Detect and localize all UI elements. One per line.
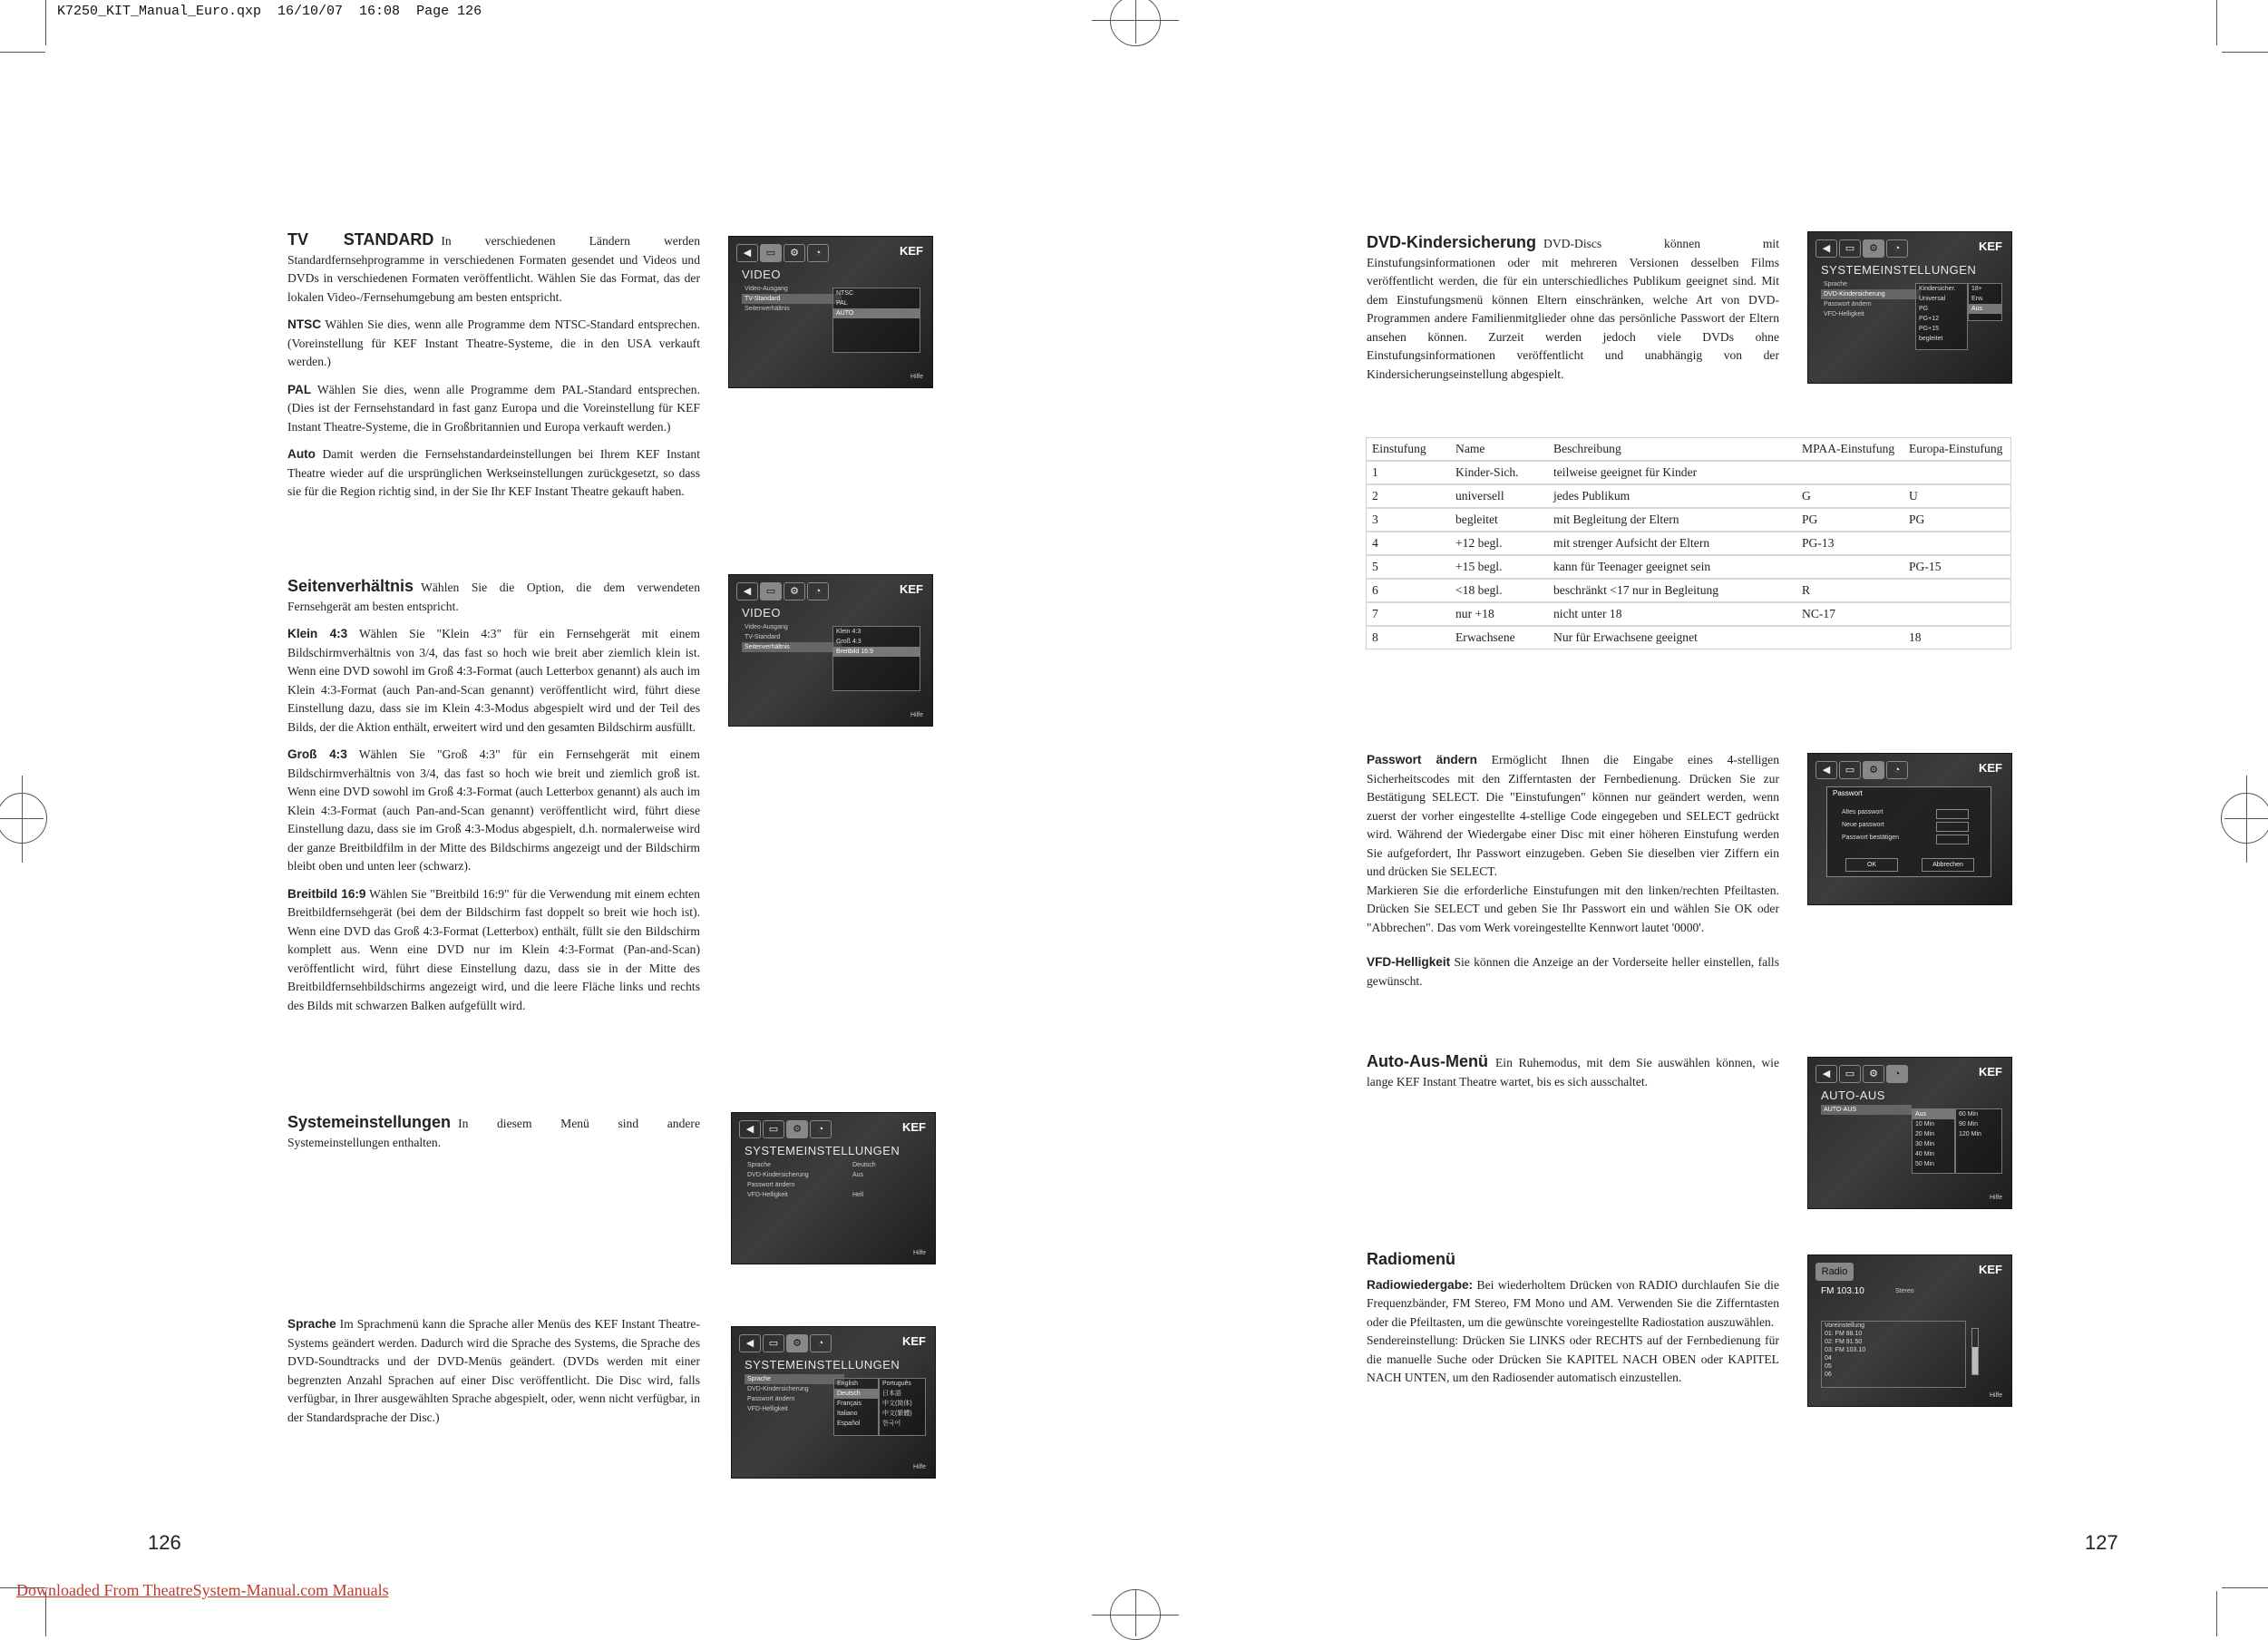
settings-icon: ⚙	[784, 244, 805, 262]
value: Hell	[852, 1192, 864, 1198]
auto-text: Damit werden die Fernsehstandardeinstellungen bei Ihrem KEF Instant Theatre wieder auf die ursprünglichen Werkseinstellungen zurückgesetzt, so dass sie für die Region richtig sind, in der Sie Ihr KEF Instant Theatre gekauft haben.	[287, 447, 700, 498]
radio-label: Radiowiedergabe:	[1367, 1277, 1474, 1292]
option: Aus	[1969, 304, 2001, 314]
table-cell: mit strenger Aufsicht der Eltern	[1548, 532, 1796, 555]
tv-standard-heading: TV STANDARD	[287, 230, 434, 249]
screen-menu	[745, 1374, 844, 1414]
aspect-heading: Seitenverhältnis	[287, 577, 414, 595]
system-screenshot	[731, 1112, 936, 1264]
table-cell	[1903, 461, 2011, 484]
screen-title: VIDEO	[742, 268, 781, 281]
menu-item: Sprache	[745, 1374, 844, 1384]
ntsc-text: Wählen Sie dies, wenn alle Programme dem NTSC-Standard entsprechen. (Voreinstellung für KEF Instant Theatre-Systeme, die in den USA verkauft werden.)	[287, 317, 700, 368]
table-cell: kann für Teenager geeignet sein	[1548, 555, 1796, 579]
option: NTSC	[836, 290, 854, 297]
clock-icon: ◔	[1886, 761, 1908, 779]
table-row	[1367, 532, 2011, 555]
clock-icon: ◔	[810, 1334, 832, 1352]
cancel-button: Abbrechen	[1922, 858, 1974, 872]
pal-label: PAL	[287, 382, 312, 396]
video-icon: ▭	[763, 1120, 784, 1138]
kef-logo: KEF	[900, 244, 923, 258]
dialog-row: Altes passwort	[1842, 809, 1884, 815]
password-field	[1936, 835, 1969, 844]
screen-title: AUTO-AUS	[1821, 1088, 1885, 1102]
crop-mark	[1092, 20, 1179, 21]
crop-mark	[2222, 52, 2268, 53]
table-cell: 6	[1367, 579, 1451, 602]
option: Italiano	[837, 1411, 858, 1417]
settings-icon: ⚙	[1863, 761, 1884, 779]
radio-screenshot	[1807, 1254, 2012, 1407]
table-cell: teilweise geeignet für Kinder	[1548, 461, 1796, 484]
option: 60 Min	[1959, 1111, 1979, 1118]
menu-item: Seitenverhältnis	[745, 306, 790, 312]
crop-mark	[0, 52, 45, 53]
table-cell: PG-13	[1796, 532, 1903, 555]
radio-heading: Radiomenü	[1367, 1250, 1456, 1268]
language-screenshot	[731, 1326, 936, 1479]
password-dialog	[1826, 786, 1991, 877]
screen-menu	[1821, 1105, 1912, 1115]
dvd-lock-screenshot	[1807, 231, 2012, 384]
table-cell: PG	[1796, 508, 1903, 532]
kef-logo: KEF	[1979, 239, 2002, 253]
table-header: Name	[1450, 438, 1548, 462]
ok-button: OK	[1845, 858, 1898, 872]
table-cell: PG	[1903, 508, 2011, 532]
preset-list	[1821, 1321, 1966, 1388]
option: Português	[882, 1381, 911, 1387]
rating-options	[1915, 283, 1968, 350]
crop-mark	[2246, 776, 2247, 863]
clock-icon: ◔	[807, 244, 829, 262]
table-cell: Nur für Erwachsene geeignet	[1548, 626, 1796, 649]
menu-item: TV-Standard	[742, 294, 842, 304]
table-cell: 4	[1367, 532, 1451, 555]
klein-text: Wählen Sie "Klein 4:3" für ein Fernsehgerät mit einem Bildschirmverhältnis von 3/4, das fast so hoch wie breit aber ziemlich klein ist. Wenn eine DVD sowohl im Groß 4:3-Format (auch Letterbox genannt) als auch im Klein 4:3-Format (auch Pan-and-Scan genannt) veröffentlicht wird, führt diese Einstellung dazu, dass sie im Klein 4:3-Modus abgespielt wird und der Teil des Bilds, der die Aktion enthält, erweitert wird und den gesamten Bildschirm ausfüllt.	[287, 627, 700, 734]
option: PAL	[836, 300, 848, 307]
table-cell	[1903, 602, 2011, 626]
option: English	[837, 1381, 858, 1387]
option: PG+15	[1919, 326, 1939, 332]
video-icon: ▭	[1839, 239, 1861, 258]
auto-off-section	[1367, 1052, 1779, 1100]
radio-text-2: Sendereinstellung: Drücken Sie LINKS oder RECHTS auf der Fernbedienung für die manuelle Suche oder Drücken Sie KAPITEL NACH OBEN oder KAPITEL NACH UNTEN, um den Radiosender automatisch einzustellen.	[1367, 1333, 1779, 1384]
value: Deutsch	[852, 1162, 876, 1168]
rating-table	[1366, 437, 2011, 649]
auto-off-screenshot	[1807, 1057, 2012, 1209]
list-item: 05	[1825, 1363, 1832, 1370]
table-cell	[1796, 626, 1903, 649]
table-header: Europa-Einstufung	[1903, 438, 2011, 462]
speaker-icon: ◀	[736, 582, 758, 600]
crop-mark	[45, 0, 46, 45]
settings-icon: ⚙	[784, 582, 805, 600]
password-field	[1936, 822, 1969, 832]
screen-values	[850, 1160, 922, 1200]
menu-item: Video-Ausgang	[745, 286, 788, 292]
aspect-section	[287, 577, 700, 1024]
option: Groß 4:3	[836, 639, 861, 645]
help-hint: Hilfe	[912, 1250, 926, 1256]
option: AUTO	[833, 308, 920, 318]
option: Breitbild 16:9	[833, 647, 920, 657]
crop-mark	[1135, 1589, 1136, 1636]
kef-logo: KEF	[1979, 761, 2002, 775]
screen-menu	[745, 1160, 844, 1200]
clock-icon: ◔	[810, 1120, 832, 1138]
option: 日本語	[882, 1391, 901, 1397]
crop-mark	[1092, 1615, 1179, 1616]
clock-icon: ◔	[1886, 239, 1908, 258]
help-hint: Hilfe	[912, 1464, 926, 1470]
option: 中文(简体)	[882, 1401, 912, 1407]
radio-section	[1367, 1250, 1779, 1397]
table-header: MPAA-Einstufung	[1796, 438, 1903, 462]
screen-title: SYSTEMEINSTELLUNGEN	[745, 1358, 900, 1372]
video-icon: ▭	[1839, 1065, 1861, 1083]
table-cell: 8	[1367, 626, 1451, 649]
password-field	[1936, 809, 1969, 819]
dialog-row: Passwort bestätigen	[1842, 835, 1900, 841]
option: 中文(繁體)	[882, 1411, 912, 1417]
table-cell: Erwachsene	[1450, 626, 1548, 649]
dialog-title: Passwort	[1833, 789, 1863, 797]
language-section	[287, 1315, 700, 1436]
settings-icon: ⚙	[786, 1120, 808, 1138]
vfd-text: Sie können die Anzeige an der Vorderseite heller einstellen, falls gewünscht.	[1367, 955, 1779, 988]
auto-off-options	[1912, 1108, 1955, 1174]
option: 10 Min	[1915, 1121, 1935, 1128]
auto-off-text: Ein Ruhemodus, mit dem Sie auswählen können, wie lange KEF Instant Theatre wartet, bis es sich ausschaltet.	[1367, 1056, 1779, 1088]
table-row	[1367, 484, 2011, 508]
crop-mark	[22, 776, 23, 863]
gross-label: Groß 4:3	[287, 747, 347, 761]
menu-item: Passwort ändern	[747, 1182, 795, 1188]
dvd-lock-section	[1367, 233, 1779, 393]
option: Universal	[1919, 296, 1946, 302]
clock-icon: ◔	[1886, 1065, 1908, 1083]
system-intro: In diesem Menü sind andere Systemeinstellungen enthalten.	[287, 1117, 700, 1149]
system-section	[287, 1113, 700, 1161]
table-header: Beschreibung	[1548, 438, 1796, 462]
vfd-label: VFD-Helligkeit	[1367, 955, 1451, 969]
menu-item: VFD-Helligkeit	[747, 1406, 788, 1412]
table-cell: Kinder-Sich.	[1450, 461, 1548, 484]
option: 90 Min	[1959, 1121, 1979, 1128]
settings-icon: ⚙	[786, 1334, 808, 1352]
language-options-2	[879, 1378, 926, 1436]
option: Klein 4:3	[836, 629, 861, 635]
radio-text-1: Bei wiederholtem Drücken von RADIO durchlaufen Sie die Frequenzbänder, FM Stereo, FM Mono und AM. Verwenden Sie die Zifferntasten oder die Pfeiltasten, um die gewünschte voreingestellte Radiostation auszuwählen.	[1367, 1277, 1779, 1329]
download-link[interactable]: Downloaded From TheatreSystem-Manual.com Manuals	[16, 1581, 389, 1599]
speaker-icon: ◀	[1815, 761, 1837, 779]
settings-icon: ⚙	[1863, 239, 1884, 258]
rating-options-2	[1968, 283, 2002, 321]
radio-frequency: FM 103.10	[1821, 1286, 1864, 1296]
video-icon: ▭	[763, 1334, 784, 1352]
table-cell: PG-15	[1903, 555, 2011, 579]
table-row	[1367, 555, 2011, 579]
pal-text: Wählen Sie dies, wenn alle Programme dem PAL-Standard entsprechen. (Dies ist der Fernsehstandard in fast ganz Europa und die Voreinstellung für KEF Instant Theatre-Systeme, die in Großbritannien und Europa verkauft werden.)	[287, 382, 700, 434]
language-options	[833, 1378, 879, 1436]
option: Español	[837, 1420, 861, 1427]
breitbild-text: Wählen Sie "Breitbild 16:9" für die Verwendung mit einem echten Breitbildfernsehgerät (bei dem der Bildschirm fast doppelt so breit wie hoch ist). Wenn eine DVD das Groß 4:3-Format (Letterbox) enthält, füllt sie den Bildschirm komplett aus. Wenn eine DVD nur im Klein 4:3-Format (Pan-and-Scan) veröffentlicht wird, führt diese Einstellung dazu, dass sie in der Mitte des Breitbildfernsehbildschirms angezeigt wird, und die leere Fläche links und rechts des Bilds mit schwarzen Balken aufgefüllt wird.	[287, 886, 700, 1012]
auto-label: Auto	[287, 447, 316, 461]
crop-mark	[1135, 0, 1136, 44]
kef-logo: KEF	[1979, 1263, 2002, 1276]
table-cell: 1	[1367, 461, 1451, 484]
aspect-intro: Wählen Sie die Option, die dem verwendeten Fernsehgerät am besten entspricht.	[287, 581, 700, 613]
menu-item: Video-Ausgang	[745, 624, 788, 630]
table-cell	[1903, 532, 2011, 555]
option: 40 Min	[1915, 1151, 1935, 1157]
option: Français	[837, 1401, 861, 1407]
list-item: 02: FM 91.50	[1825, 1339, 1863, 1345]
table-cell: +12 begl.	[1450, 532, 1548, 555]
list-item: 01: FM 88.10	[1825, 1331, 1863, 1337]
page-number-left: 126	[148, 1531, 181, 1554]
help-hint: Hilfe	[1989, 1195, 2002, 1201]
crop-mark	[2216, 1591, 2217, 1636]
menu-item: VFD-Helligkeit	[1824, 311, 1864, 317]
menu-item: Sprache	[747, 1162, 772, 1168]
table-cell: 18	[1903, 626, 2011, 649]
auto-off-options-2	[1955, 1108, 2002, 1174]
video-icon: ▭	[1839, 761, 1861, 779]
option: 120 Min	[1959, 1131, 1981, 1137]
option: Aus	[1913, 1109, 1954, 1119]
table-cell: mit Begleitung der Eltern	[1548, 508, 1796, 532]
screen-menu	[742, 622, 842, 652]
signal-level-bar	[1971, 1328, 1979, 1375]
menu-item: Passwort ändern	[1824, 301, 1872, 308]
speaker-icon: ◀	[739, 1334, 761, 1352]
file-slug: K7250_KIT_Manual_Euro.qxp 16/10/07 16:08 Page 126	[57, 4, 482, 19]
tv-standard-section	[287, 230, 700, 511]
option: PG+12	[1919, 316, 1939, 322]
screen-title: SYSTEMEINSTELLUNGEN	[745, 1144, 900, 1157]
page-number-right: 127	[2085, 1531, 2118, 1554]
menu-item: Sprache	[1824, 281, 1848, 288]
breitbild-label: Breitbild 16:9	[287, 886, 366, 901]
aspect-screenshot	[728, 574, 933, 727]
kef-logo: KEF	[902, 1120, 926, 1134]
table-cell	[1796, 555, 1903, 579]
list-item: 04	[1825, 1355, 1832, 1362]
value: Aus	[852, 1172, 864, 1178]
table-cell: U	[1903, 484, 2011, 508]
table-cell: +15 begl.	[1450, 555, 1548, 579]
settings-icon: ⚙	[1863, 1065, 1884, 1083]
screen-title: VIDEO	[742, 606, 781, 620]
table-cell: NC-17	[1796, 602, 1903, 626]
video-icon: ▭	[760, 582, 782, 600]
kef-logo: KEF	[902, 1334, 926, 1348]
speaker-icon: ◀	[1815, 239, 1837, 258]
speaker-icon: ◀	[1815, 1065, 1837, 1083]
menu-item: Seitenverhältnis	[742, 642, 842, 652]
password-text-2: Markieren Sie die erforderliche Einstufungen mit den linken/rechten Pfeiltasten. Drücken Sie SELECT und geben Sie Ihr Passwort ein und wählen Sie OK oder "Abbrechen". Das vom Werk voreingestellte Kennwort lautet '0000'.	[1367, 883, 1779, 934]
screen-title: SYSTEMEINSTELLUNGEN	[1821, 263, 1977, 277]
password-label: Passwort ändern	[1367, 753, 1477, 766]
help-hint: Hilfe	[910, 374, 923, 380]
list-item: 03: FM 103.10	[1825, 1347, 1866, 1353]
password-screenshot	[1807, 753, 2012, 905]
option: 50 Min	[1915, 1161, 1935, 1167]
password-text-1: Ermöglicht Ihnen die Eingabe eines 4-stelligen Sicherheitscodes mit den Zifferntasten der Fernbedienung. Drücken Sie zur Bestätigung SELECT. Die "Einstufungen" können nur geändert werden, wenn zuerst der vorher eingestellte 4-stellige Code eingegeben und SELECT gedrückt wird. Während der Wiedergabe einer Disc mit einer höheren Einstufung werden Sie aufgefordert, Ihr Passwort einzugeben. Geben Sie dieselben vier Ziffern ein und drücken Sie SELECT.	[1367, 753, 1780, 878]
table-row	[1367, 461, 2011, 484]
table-row	[1367, 508, 2011, 532]
option: 20 Min	[1915, 1131, 1935, 1137]
menu-item: DVD-Kindersicherung	[747, 1386, 809, 1392]
screen-options	[832, 626, 920, 691]
option: 한국어	[882, 1420, 901, 1427]
tv-standard-screenshot	[728, 236, 933, 388]
speaker-icon: ◀	[736, 244, 758, 262]
gross-text: Wählen Sie "Groß 4:3" für ein Fernsehgerät mit einem Bildschirmverhältnis von 3/4, das fast so hoch wie breit und ziemlich groß ist. Wenn eine DVD sowohl im Groß 4:3-Format (auch Letterbox genannt) als auch im Klein 4:3-Format (auch Pan-and-Scan genannt) veröffentlicht wird, führt diese Einstellung dazu, dass sie im Groß 4:3-Modus abgespielt, d.h. normalerweise wird der ganze Breitbildfilm in der Mitte des Bildschirms angezeigt und der Bildschirm bleibt oben und unten leer (schwarz).	[287, 747, 700, 873]
list-item: Voreinstellung	[1825, 1323, 1864, 1329]
tv-standard-intro: In verschiedenen Ländern werden Standardfernsehprogramme in verschiedenen Formaten gesendet und Videos und DVDs in verschiedenen Formaten veröffentlicht. Wählen Sie das Format, das der lokalen Video-/Fernsehumgebung am besten entspricht.	[287, 234, 700, 304]
help-hint: Hilfe	[910, 712, 923, 718]
table-cell: begleitet	[1450, 508, 1548, 532]
table-cell: jedes Publikum	[1548, 484, 1796, 508]
crop-mark	[2216, 0, 2217, 45]
signal-level-fill	[1972, 1347, 1978, 1374]
screen-options	[832, 288, 920, 353]
option: 30 Min	[1915, 1141, 1935, 1147]
clock-icon: ◔	[807, 582, 829, 600]
system-heading: Systemeinstellungen	[287, 1113, 452, 1131]
table-cell: R	[1796, 579, 1903, 602]
table-cell: 2	[1367, 484, 1451, 508]
table-cell	[1903, 579, 2011, 602]
table-cell: 7	[1367, 602, 1451, 626]
dvd-lock-heading: DVD-Kindersicherung	[1367, 233, 1537, 251]
table-cell: 5	[1367, 555, 1451, 579]
option: 18+	[1971, 286, 1982, 292]
table-cell: <18 begl.	[1450, 579, 1548, 602]
menu-item: AUTO-AUS	[1821, 1105, 1912, 1115]
video-icon: ▭	[760, 244, 782, 262]
menu-item: DVD-Kindersicherung	[747, 1172, 809, 1178]
option: Kindersicher.	[1919, 286, 1956, 292]
table-cell: universell	[1450, 484, 1548, 508]
table-cell	[1796, 461, 1903, 484]
kef-logo: KEF	[1979, 1065, 2002, 1079]
table-header: Einstufung	[1367, 438, 1451, 462]
menu-item: DVD-Kindersicherung	[1821, 289, 1921, 299]
option: PG	[1919, 306, 1929, 312]
table-cell: G	[1796, 484, 1903, 508]
list-item: 06	[1825, 1372, 1832, 1378]
value	[850, 1180, 922, 1190]
language-label: Sprache	[287, 1317, 336, 1331]
menu-item: TV-Standard	[745, 634, 781, 640]
auto-off-heading: Auto-Aus-Menü	[1367, 1052, 1488, 1070]
option: begleitet	[1919, 336, 1943, 342]
dvd-lock-intro: DVD-Discs können mit Einstufungsinformationen oder mit mehreren Versionen desselben Films veröffentlicht werden, die für ein unterschiedliches Publikum geeignet sind. Mit dem Einstufungsmenü können Eltern einschränken, welche Art von DVD-Programmen andere Familienmitglieder ohne das persönliche Passwort der Eltern ansehen können. Zurzeit werden jedoch viele DVDs ohne Einstufungsinformationen veröffentlicht und unabhängig von der Kindersicherungseinstellung abgespielt.	[1367, 237, 1779, 381]
language-text: Im Sprachmenü kann die Sprache aller Menüs des KEF Instant Theatre-Systems geändert werden. Dadurch wird die Sprache des Systems, die Sprache des DVD-Soundtracks und der DVD-Menüs geändert. (DVDs werden mit einer begrenzten Anzahl Sprachen auf einer Disc veröffentlicht. Die Disc wird, falls verfügbar, in Ihrer ausgewählten Sprache abgespielt, oder, wenn nicht verfügbar, in der Standardsprache der Disc.)	[287, 1317, 700, 1424]
kef-logo: KEF	[900, 582, 923, 596]
table-row	[1367, 579, 2011, 602]
table-header-row	[1367, 438, 2011, 462]
screen-menu	[742, 284, 842, 314]
table-row	[1367, 602, 2011, 626]
table-cell: 3	[1367, 508, 1451, 532]
menu-item: VFD-Helligkeit	[747, 1192, 788, 1198]
screen-menu	[1821, 279, 1921, 319]
option: Erw.	[1971, 296, 1984, 302]
ntsc-label: NTSC	[287, 317, 322, 331]
option: Deutsch	[834, 1389, 878, 1399]
crop-mark	[2222, 1587, 2268, 1588]
table-cell: beschränkt <17 nur in Begleitung	[1548, 579, 1796, 602]
radio-tab	[1815, 1263, 1854, 1281]
help-hint: Hilfe	[1989, 1392, 2002, 1399]
radio-stereo: Stereo	[1895, 1288, 1914, 1294]
password-section	[1367, 751, 1779, 1000]
menu-item: Passwort ändern	[747, 1396, 795, 1402]
klein-label: Klein 4:3	[287, 627, 348, 640]
table-cell: nur +18	[1450, 602, 1548, 626]
radio-tab-label: Radio	[1821, 1266, 1848, 1277]
dialog-row: Neue passwort	[1842, 822, 1884, 828]
table-row	[1367, 626, 2011, 649]
table-cell: nicht unter 18	[1548, 602, 1796, 626]
speaker-icon: ◀	[739, 1120, 761, 1138]
